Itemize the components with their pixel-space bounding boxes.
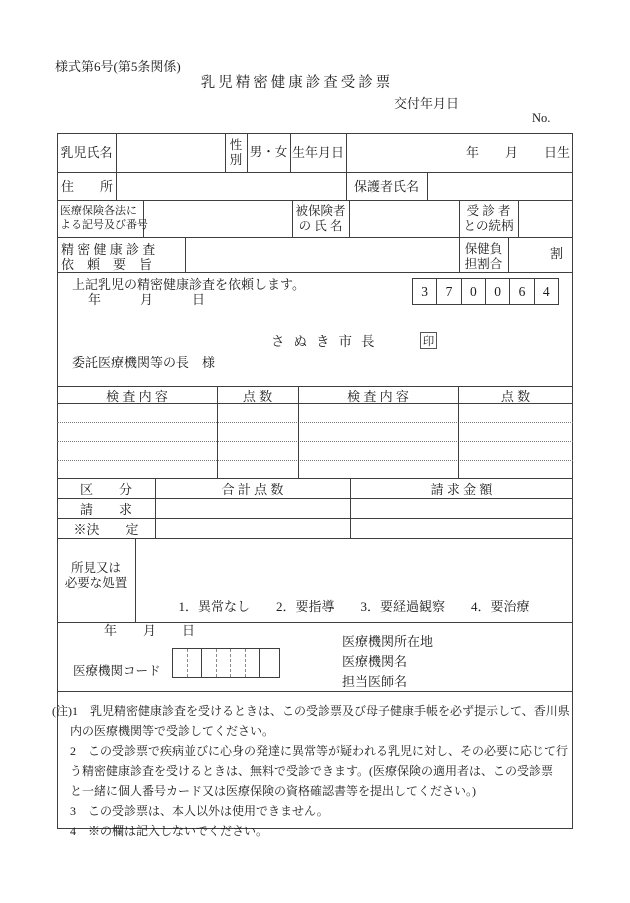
addressee-line: 委託医療機関等の長 様 (72, 355, 216, 370)
page-title: 乳児精密健康診査受診票 (200, 75, 394, 91)
dotted-row-divider (57, 441, 573, 442)
seal-mark: 印 (420, 332, 437, 349)
insured-name-label: 被保険者 (295, 204, 346, 218)
findings-options: 1．異常なし 2．要指導 3．要経過観察 4．要治療 (178, 599, 530, 614)
code-digit: 0 (485, 279, 509, 304)
code-cell-divider (216, 649, 217, 677)
dotted-row-divider (57, 460, 573, 461)
clinic-code-boxes (172, 648, 280, 678)
insurance-label: よる記号及び番号 (60, 219, 148, 231)
code-digit: 4 (534, 279, 558, 304)
insured-name-label: の 氏 名 (298, 219, 343, 233)
total-points-header: 合 計 点 数 (221, 482, 284, 497)
dotted-row-divider (57, 422, 573, 423)
divider (427, 172, 428, 200)
code-cell-divider (245, 649, 246, 677)
billing-amount-header: 請 求 金 額 (430, 482, 493, 497)
code-cell-divider (259, 649, 260, 677)
divider (508, 237, 509, 272)
note-line: 内の医療機関等で受診してください。 (70, 724, 275, 738)
request-statement: 上記乳児の精密健康診査を依頼します。 (72, 277, 305, 292)
notes-section (52, 701, 572, 841)
relation-label: との続柄 (463, 219, 514, 233)
points-header: 点 数 (242, 389, 273, 404)
sex-label: 性 (229, 138, 243, 152)
divider (57, 200, 573, 201)
clinic-date-template: 年 月 日 (104, 623, 196, 638)
code-cell-divider (187, 649, 188, 677)
relation-label: 受 診 者 (466, 204, 511, 218)
points-header: 点 数 (500, 389, 531, 404)
insurance-label: 医療保険各法に (60, 205, 137, 217)
city-code-boxes (412, 278, 559, 305)
divider (57, 498, 573, 499)
infant-name-label: 乳児氏名 (60, 145, 113, 160)
divider (57, 386, 573, 387)
burden-unit: 割 (550, 246, 564, 261)
request-date-template: 年 月 日 (88, 292, 206, 307)
divider (349, 200, 350, 237)
decision-row-label: ※決 定 (73, 522, 139, 537)
note-line: と一緒に個人番号カード又は医療保険の資格確認書等を提出してください。) (70, 784, 476, 798)
divider (116, 133, 117, 200)
division-header: 区 分 (79, 482, 132, 497)
exam-purpose-label: 精 密 健 康 診 査 (61, 242, 156, 257)
sex-label: 別 (229, 153, 243, 167)
address-label: 住 所 (61, 179, 114, 194)
form-number: 様式第6号(第5条関係) (55, 59, 181, 74)
note-line: (注)1 乳児精密健康診査を受けるときは、この受診票及び母子健康手帳を必ず提示して、香川県 (52, 704, 570, 718)
divider (57, 691, 573, 692)
exam-content-header: 検 査 内 容 (106, 389, 168, 404)
note-line: う精密健康診査を受けるときは、無料で受診できます。(医療保険の適用者は、この受診票 (70, 764, 554, 778)
exam-content-header: 検 査 内 容 (347, 389, 409, 404)
divider (57, 172, 573, 173)
code-digit: 6 (509, 279, 533, 304)
findings-label: 必要な処置 (64, 576, 128, 590)
request-row-label: 請 求 (79, 502, 132, 517)
mayor-title: さぬき市長 (271, 334, 384, 349)
clinic-name-label: 医療機関名 (342, 654, 408, 669)
note-line: 4 ※の欄は記入しないでください。 (70, 824, 269, 838)
issue-date-label: 交付年月日 (394, 96, 460, 111)
note-line: 3 この受診票は、本人以外は使用できません。 (70, 804, 329, 818)
divider (57, 237, 573, 238)
divider (57, 272, 573, 273)
divider (518, 200, 519, 237)
doctor-name-label: 担当医師名 (342, 674, 408, 689)
code-cell-divider (201, 649, 202, 677)
code-digit: 3 (421, 283, 429, 299)
findings-label: 所見又は (70, 561, 121, 575)
sex-options: 男・女 (249, 145, 288, 159)
code-digit: 7 (436, 279, 460, 304)
exam-purpose-label: 依 頼 要 旨 (61, 257, 153, 272)
divider (57, 518, 573, 519)
burden-ratio-label: 保健負 (464, 242, 503, 256)
code-cell-divider (230, 649, 231, 677)
code-digit: 0 (461, 279, 485, 304)
clinic-code-label: 医療機関コード (73, 664, 161, 678)
guardian-name-label: 保護者氏名 (353, 179, 419, 194)
divider (185, 237, 186, 272)
note-line: 2 この受診票で疾病並びに心身の発達に異常等が疑われる乳児に対し、その必要に応じて行 (70, 744, 569, 758)
burden-ratio-label: 担割合 (464, 257, 503, 271)
dob-value-template: 年 月 日生 (466, 145, 571, 160)
dob-label: 生年月日 (291, 145, 344, 160)
divider (57, 478, 573, 479)
no-label: No. (532, 111, 551, 125)
clinic-location-label: 医療機関所在地 (342, 634, 434, 649)
